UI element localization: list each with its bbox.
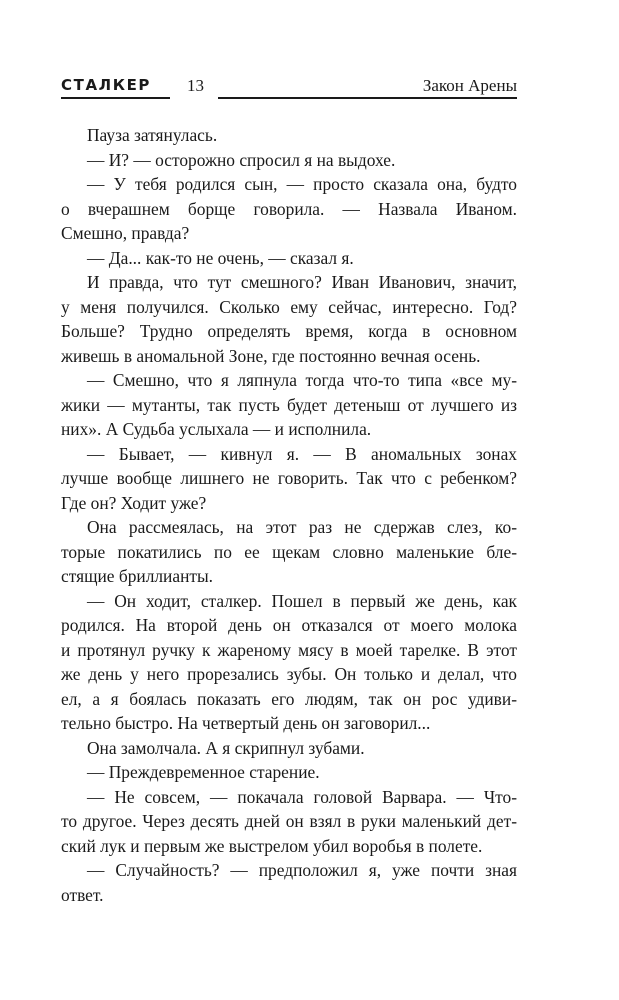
text-line: торые покатились по ее щекам словно маленькие бле- <box>61 541 517 562</box>
page-number: 13 <box>187 76 204 95</box>
paragraph <box>61 515 517 589</box>
paragraph <box>61 270 517 368</box>
text-line: Где он? Ходит уже? <box>61 492 207 513</box>
paragraph <box>61 172 517 246</box>
text-line: жики — мутанты, так пусть будет детеныш от лучшего из <box>61 394 517 415</box>
text-line: Она рассмеялась, на этот раз не сдержав слез, ко- <box>87 517 517 537</box>
text-line: — Не совсем, — покачала головой Варвара. — Что- <box>87 786 517 807</box>
text-line: тельно быстро. На четвертый день он заговорил... <box>61 713 431 733</box>
paragraph <box>61 246 517 271</box>
paragraph <box>61 148 517 173</box>
text-line: — Случайность? — предположил я, уже почти зная <box>87 860 517 880</box>
text-line: — У тебя родился сын, — просто сказала она, будто <box>87 174 517 194</box>
text-line: родился. На второй день он отказался от моего молока <box>61 615 517 635</box>
text-line: Пауза затянулась. <box>87 125 218 145</box>
text-line: живешь в аномальной Зоне, где постоянно вечная осень. <box>61 345 481 366</box>
running-header <box>61 76 517 100</box>
series-title: СТАЛКЕР <box>61 76 152 94</box>
body-text <box>61 123 517 907</box>
paragraph <box>61 785 517 859</box>
text-line: то другое. Через десять дней он взял в руки маленький дет- <box>61 811 517 831</box>
text-line: И правда, что тут смешного? Иван Иванович, значит, <box>87 272 517 292</box>
text-line: них». А Судьба услыхала — и исполнила. <box>61 419 372 439</box>
text-line: — Бывает, — кивнул я. — В аномальных зонах <box>87 443 517 464</box>
paragraph <box>61 760 517 785</box>
paragraph <box>61 736 517 761</box>
text-line: ел, а я боялась показать его людям, так он рос удиви- <box>61 688 517 709</box>
text-line: Больше? Трудно определять время, когда в основном <box>61 321 517 341</box>
paragraph <box>61 368 517 442</box>
text-line: у меня получился. Сколько ему сейчас, интересно. Год? <box>61 296 517 317</box>
paragraph <box>61 589 517 736</box>
text-line: — И? — осторожно спросил я на выдохе. <box>87 149 396 170</box>
text-line: Смешно, правда? <box>61 223 190 243</box>
paragraph <box>61 442 517 516</box>
text-line: — Смешно, что я ляпнула тогда что-то типа «все му- <box>87 370 517 390</box>
book-title: Закон Арены <box>422 76 517 95</box>
text-line: ответ. <box>61 884 104 905</box>
text-line: стящие бриллианты. <box>61 566 214 586</box>
text-line: о вчерашнем борще говорила. — Назвала Иваном. <box>61 198 517 219</box>
text-line: лучше вообще лишнего не говорить. Так что с ребенком? <box>61 468 517 488</box>
text-line: и протянул ручку к жареному мясу в моей тарелке. В этот <box>61 639 517 660</box>
paragraph <box>61 858 517 907</box>
text-line: — Да... как-то не очень, — сказал я. <box>87 247 354 268</box>
header-rule-right <box>218 97 517 99</box>
text-line: — Он ходит, сталкер. Пошел в первый же день, как <box>87 590 517 611</box>
text-line: же день у него прорезались зубы. Он только и делал, что <box>61 664 517 684</box>
paragraph <box>61 123 517 148</box>
text-line: — Преждевременное старение. <box>87 762 320 782</box>
text-line: ский лук и первым же выстрелом убил воробья в полете. <box>61 835 483 856</box>
text-line: Она замолчала. А я скрипнул зубами. <box>87 737 365 758</box>
header-rule-left <box>61 97 170 99</box>
